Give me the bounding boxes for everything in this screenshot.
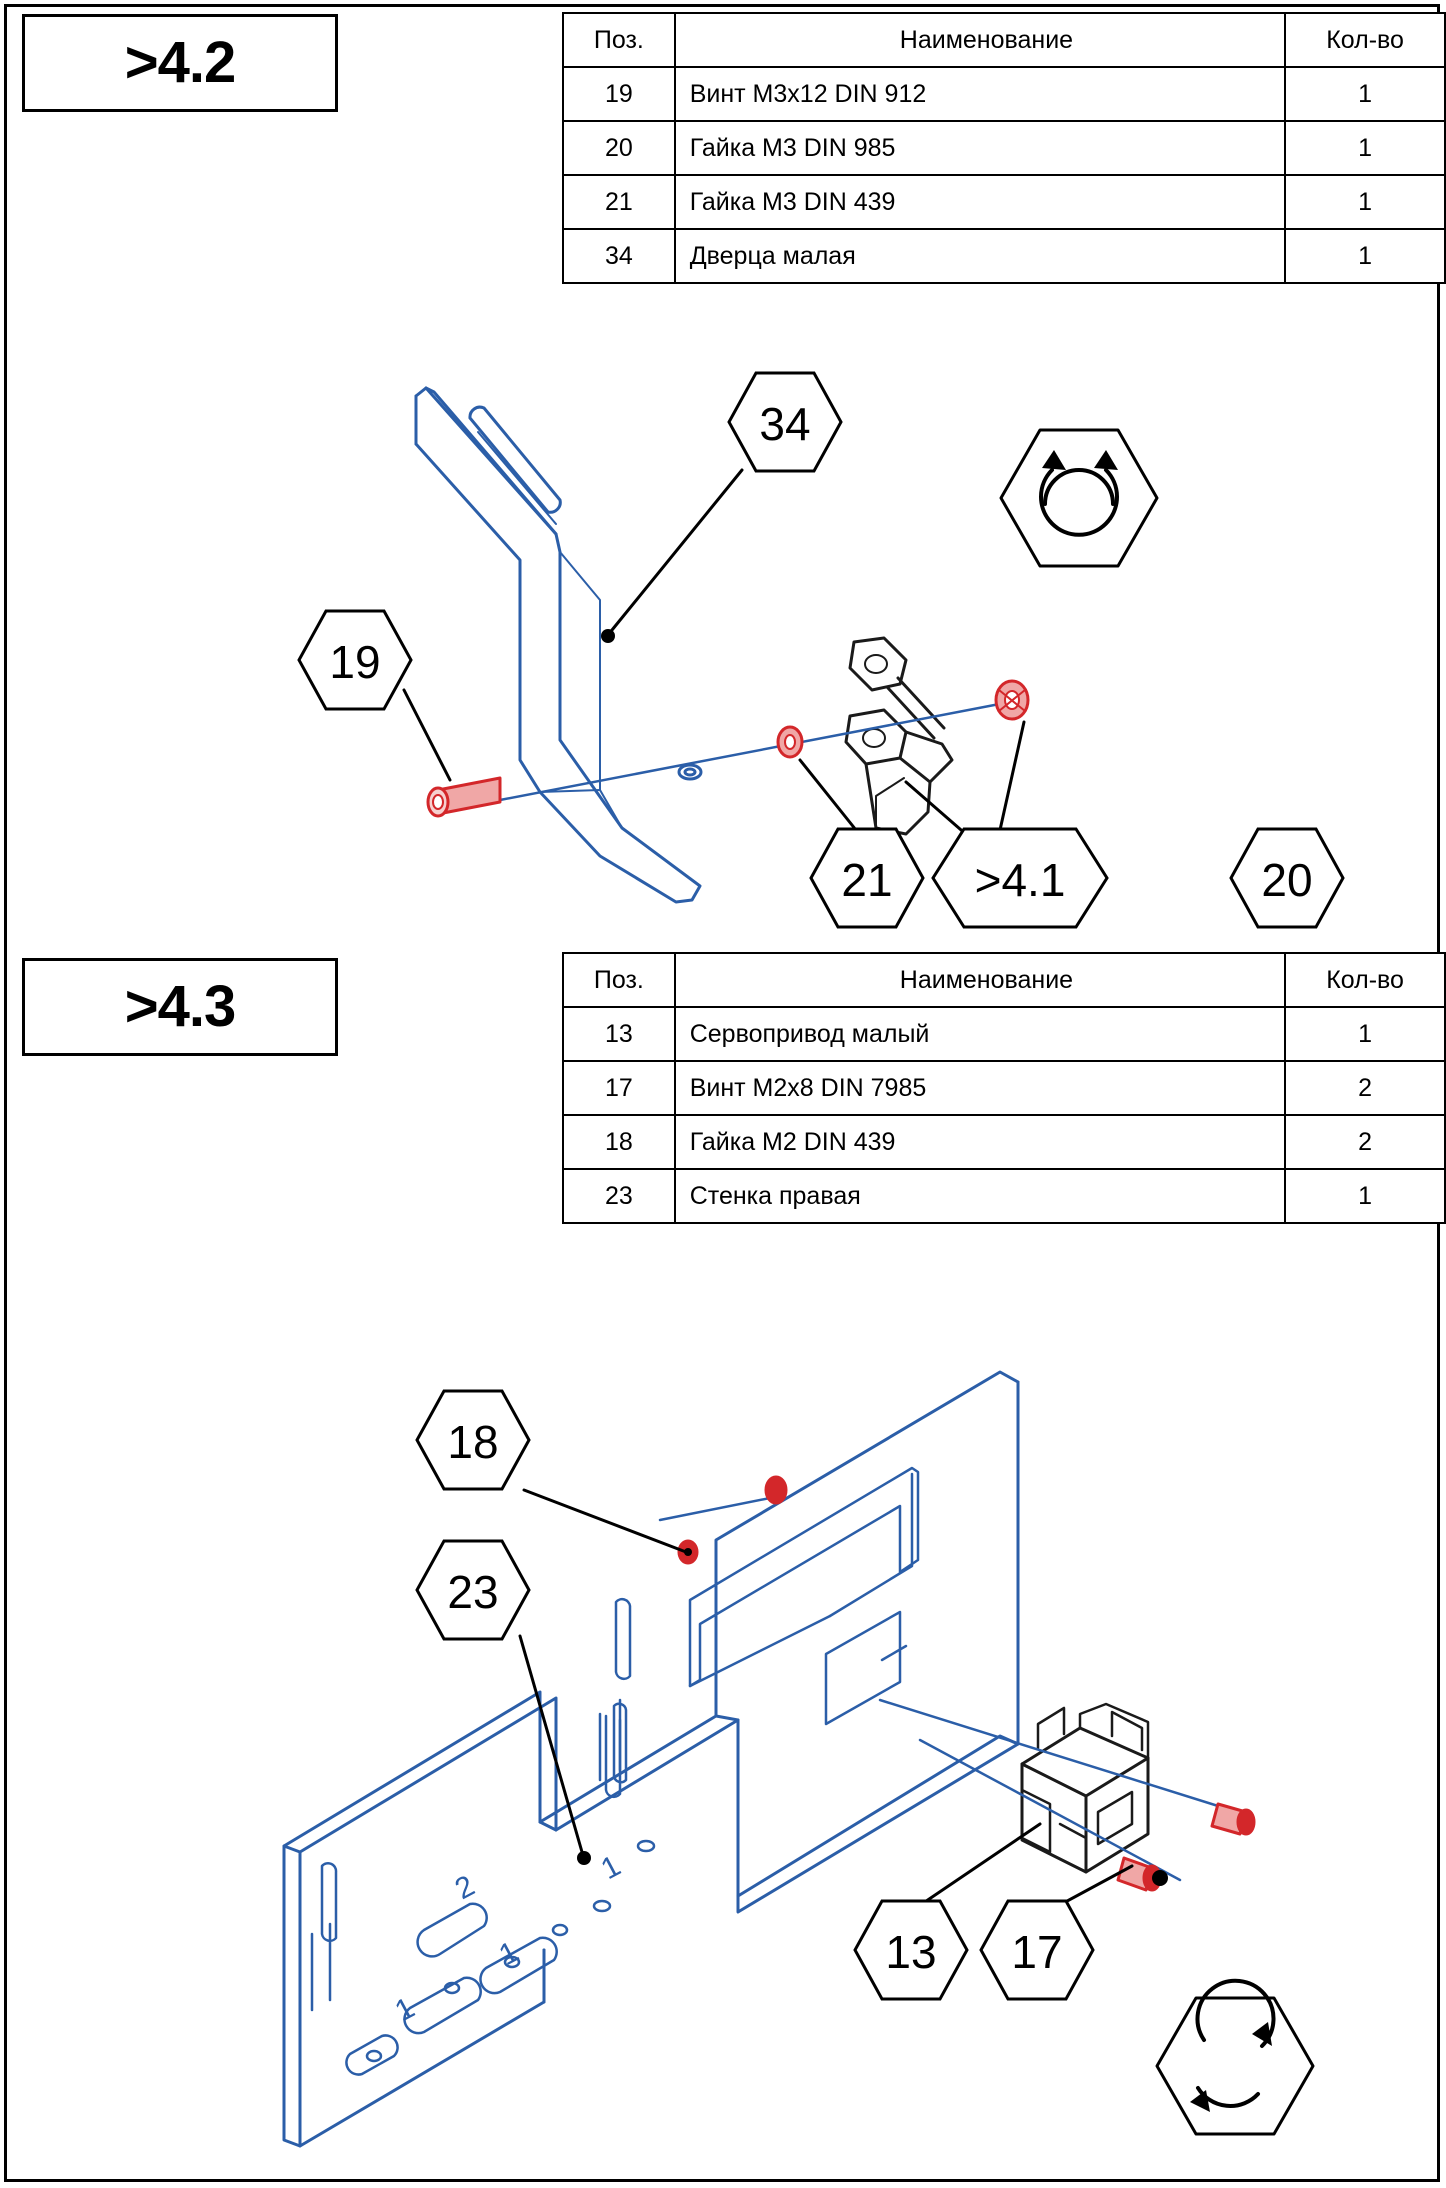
cell-name: Гайка M2 DIN 439: [675, 1115, 1285, 1169]
callout-18[interactable]: [414, 1388, 522, 1484]
svg-text:1: 1: [389, 1991, 421, 2029]
table-row: [563, 1007, 1445, 1061]
cell-name: Стенка правая: [675, 1169, 1285, 1223]
table-row: [563, 121, 1445, 175]
table-header-row: [563, 953, 1445, 1007]
bom-table-4-2: [562, 12, 1446, 284]
cell-name: Дверца малая: [675, 229, 1285, 283]
cell-pos: 13: [563, 1007, 675, 1061]
cell-pos: 17: [563, 1061, 675, 1115]
callout-18-text: 18: [447, 1416, 499, 1468]
cell-pos: 19: [563, 67, 675, 121]
table-row: [563, 1169, 1445, 1223]
cell-name: Винт M2x8 DIN 7985: [675, 1061, 1285, 1115]
header-name: Наименование: [675, 13, 1285, 67]
cell-qty: 1: [1285, 175, 1445, 229]
callout-20[interactable]: [1228, 826, 1336, 922]
callout-34[interactable]: [726, 370, 834, 466]
callout-4-1[interactable]: [930, 826, 1098, 922]
step-label-4-3-text: >4.3: [124, 974, 236, 1039]
callout-20-text: 20: [1261, 854, 1313, 906]
cell-qty: 1: [1285, 67, 1445, 121]
header-qty: Кол-во: [1285, 13, 1445, 67]
cell-qty: 1: [1285, 229, 1445, 283]
bom-table-4-3: [562, 952, 1446, 1224]
cell-qty: 2: [1285, 1115, 1445, 1169]
callout-23[interactable]: [414, 1538, 522, 1634]
callout-13[interactable]: [852, 1898, 960, 1994]
cell-pos: 18: [563, 1115, 675, 1169]
callout-21-text: 21: [841, 854, 893, 906]
step-label-4-3: [22, 958, 338, 1056]
header-name: Наименование: [675, 953, 1285, 1007]
step-label-4-2-text: >4.2: [124, 30, 236, 95]
table-row: [563, 229, 1445, 283]
step-label-4-2: [22, 14, 338, 112]
cell-pos: 20: [563, 121, 675, 175]
cell-name: Сервопривод малый: [675, 1007, 1285, 1061]
cell-name: Винт M3x12 DIN 912: [675, 67, 1285, 121]
callout-21[interactable]: [808, 826, 916, 922]
svg-text:1: 1: [595, 1849, 627, 1887]
cell-pos: 34: [563, 229, 675, 283]
svg-text:2: 2: [449, 1869, 481, 1907]
table-row: [563, 1115, 1445, 1169]
cell-pos: 23: [563, 1169, 675, 1223]
callout-17[interactable]: [978, 1898, 1086, 1994]
callout-19[interactable]: [296, 608, 404, 704]
table-row: [563, 175, 1445, 229]
callout-34-text: 34: [759, 398, 811, 450]
header-pos: Поз.: [563, 13, 675, 67]
cell-qty: 1: [1285, 1007, 1445, 1061]
table-row: [563, 1061, 1445, 1115]
svg-text:1: 1: [493, 1935, 525, 1973]
cell-name: Гайка M3 DIN 985: [675, 121, 1285, 175]
cell-qty: 2: [1285, 1061, 1445, 1115]
callout-13-text: 13: [885, 1926, 937, 1978]
callout-4-1-text: >4.1: [974, 854, 1066, 906]
cell-qty: 1: [1285, 1169, 1445, 1223]
header-qty: Кол-во: [1285, 953, 1445, 1007]
cell-pos: 21: [563, 175, 675, 229]
table-header-row: [563, 13, 1445, 67]
cell-name: Гайка M3 DIN 439: [675, 175, 1285, 229]
callout-23-text: 23: [447, 1566, 499, 1618]
table-row: [563, 67, 1445, 121]
callout-19-text: 19: [329, 636, 381, 688]
cell-qty: 1: [1285, 121, 1445, 175]
header-pos: Поз.: [563, 953, 675, 1007]
callout-17-text: 17: [1011, 1926, 1063, 1978]
